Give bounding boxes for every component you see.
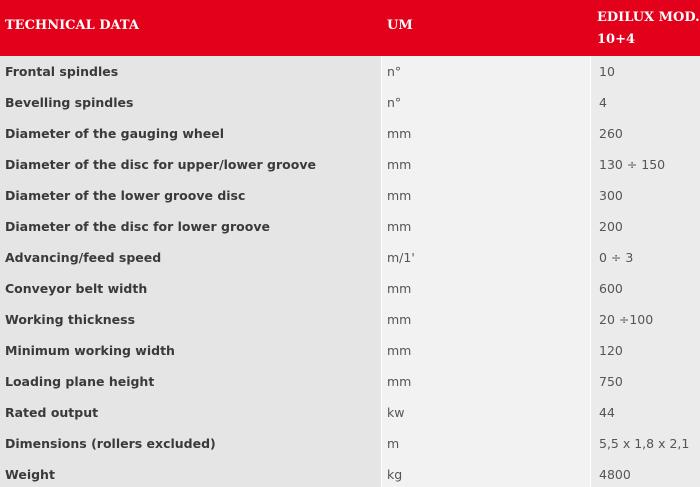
table-row: [0, 459, 700, 487]
row-value: 20 ÷100: [599, 312, 654, 327]
table-row: [0, 56, 700, 87]
row-name: Bevelling spindles: [5, 95, 134, 110]
row-value: 260: [599, 126, 623, 141]
table-header: [0, 0, 700, 56]
header-um: UM: [387, 18, 413, 33]
header-model-line2: 10+4: [597, 32, 636, 47]
table-row: [0, 87, 700, 118]
row-value: 130 ÷ 150: [599, 157, 666, 172]
row-um: mm: [387, 219, 412, 234]
row-name: Diameter of the lower groove disc: [5, 188, 246, 203]
row-name: Conveyor belt width: [5, 281, 148, 296]
table-row: [0, 397, 700, 428]
row-um: mm: [387, 312, 412, 327]
row-um: n°: [387, 95, 402, 110]
row-um: m: [387, 436, 400, 451]
row-value: 600: [599, 281, 623, 296]
row-name: Diameter of the disc for lower groove: [5, 219, 270, 234]
row-um: mm: [387, 126, 412, 141]
table-row: [0, 180, 700, 211]
row-value: 44: [599, 405, 615, 420]
table-row: [0, 118, 700, 149]
table-body: [0, 56, 700, 487]
table-row: [0, 242, 700, 273]
row-value: 300: [599, 188, 623, 203]
row-um: kw: [387, 405, 405, 420]
table-row: [0, 428, 700, 459]
row-um: mm: [387, 157, 412, 172]
row-value: 4800: [599, 467, 631, 482]
row-um: mm: [387, 343, 412, 358]
table-row: [0, 211, 700, 242]
row-value: 120: [599, 343, 623, 358]
row-value: 10: [599, 64, 615, 79]
table-row: [0, 335, 700, 366]
row-name: Diameter of the disc for upper/lower groove: [5, 157, 316, 172]
header-technical-data: TECHNICAL DATA: [5, 18, 139, 33]
row-name: Working thickness: [5, 312, 136, 327]
table-row: [0, 304, 700, 335]
row-name: Frontal spindles: [5, 64, 119, 79]
row-value: 5,5 x 1,8 x 2,1: [599, 436, 690, 451]
row-value: 750: [599, 374, 623, 389]
row-um: mm: [387, 188, 412, 203]
table-row: [0, 149, 700, 180]
row-name: Loading plane height: [5, 374, 155, 389]
row-value: 0 ÷ 3: [599, 250, 634, 265]
table-row: [0, 273, 700, 304]
table-row: [0, 366, 700, 397]
row-um: n°: [387, 64, 402, 79]
row-value: 4: [599, 95, 607, 110]
row-um: m/1': [387, 250, 415, 265]
row-um: mm: [387, 374, 412, 389]
row-name: Weight: [5, 467, 55, 482]
row-name: Rated output: [5, 405, 99, 420]
row-name: Dimensions (rollers excluded): [5, 436, 216, 451]
row-value: 200: [599, 219, 623, 234]
header-model-line1: EDILUX MOD.: [597, 10, 700, 25]
row-um: kg: [387, 467, 403, 482]
row-name: Diameter of the gauging wheel: [5, 126, 225, 141]
row-um: mm: [387, 281, 412, 296]
row-name: Minimum working width: [5, 343, 175, 358]
header-model: [597, 7, 700, 51]
row-name: Advancing/feed speed: [5, 250, 162, 265]
